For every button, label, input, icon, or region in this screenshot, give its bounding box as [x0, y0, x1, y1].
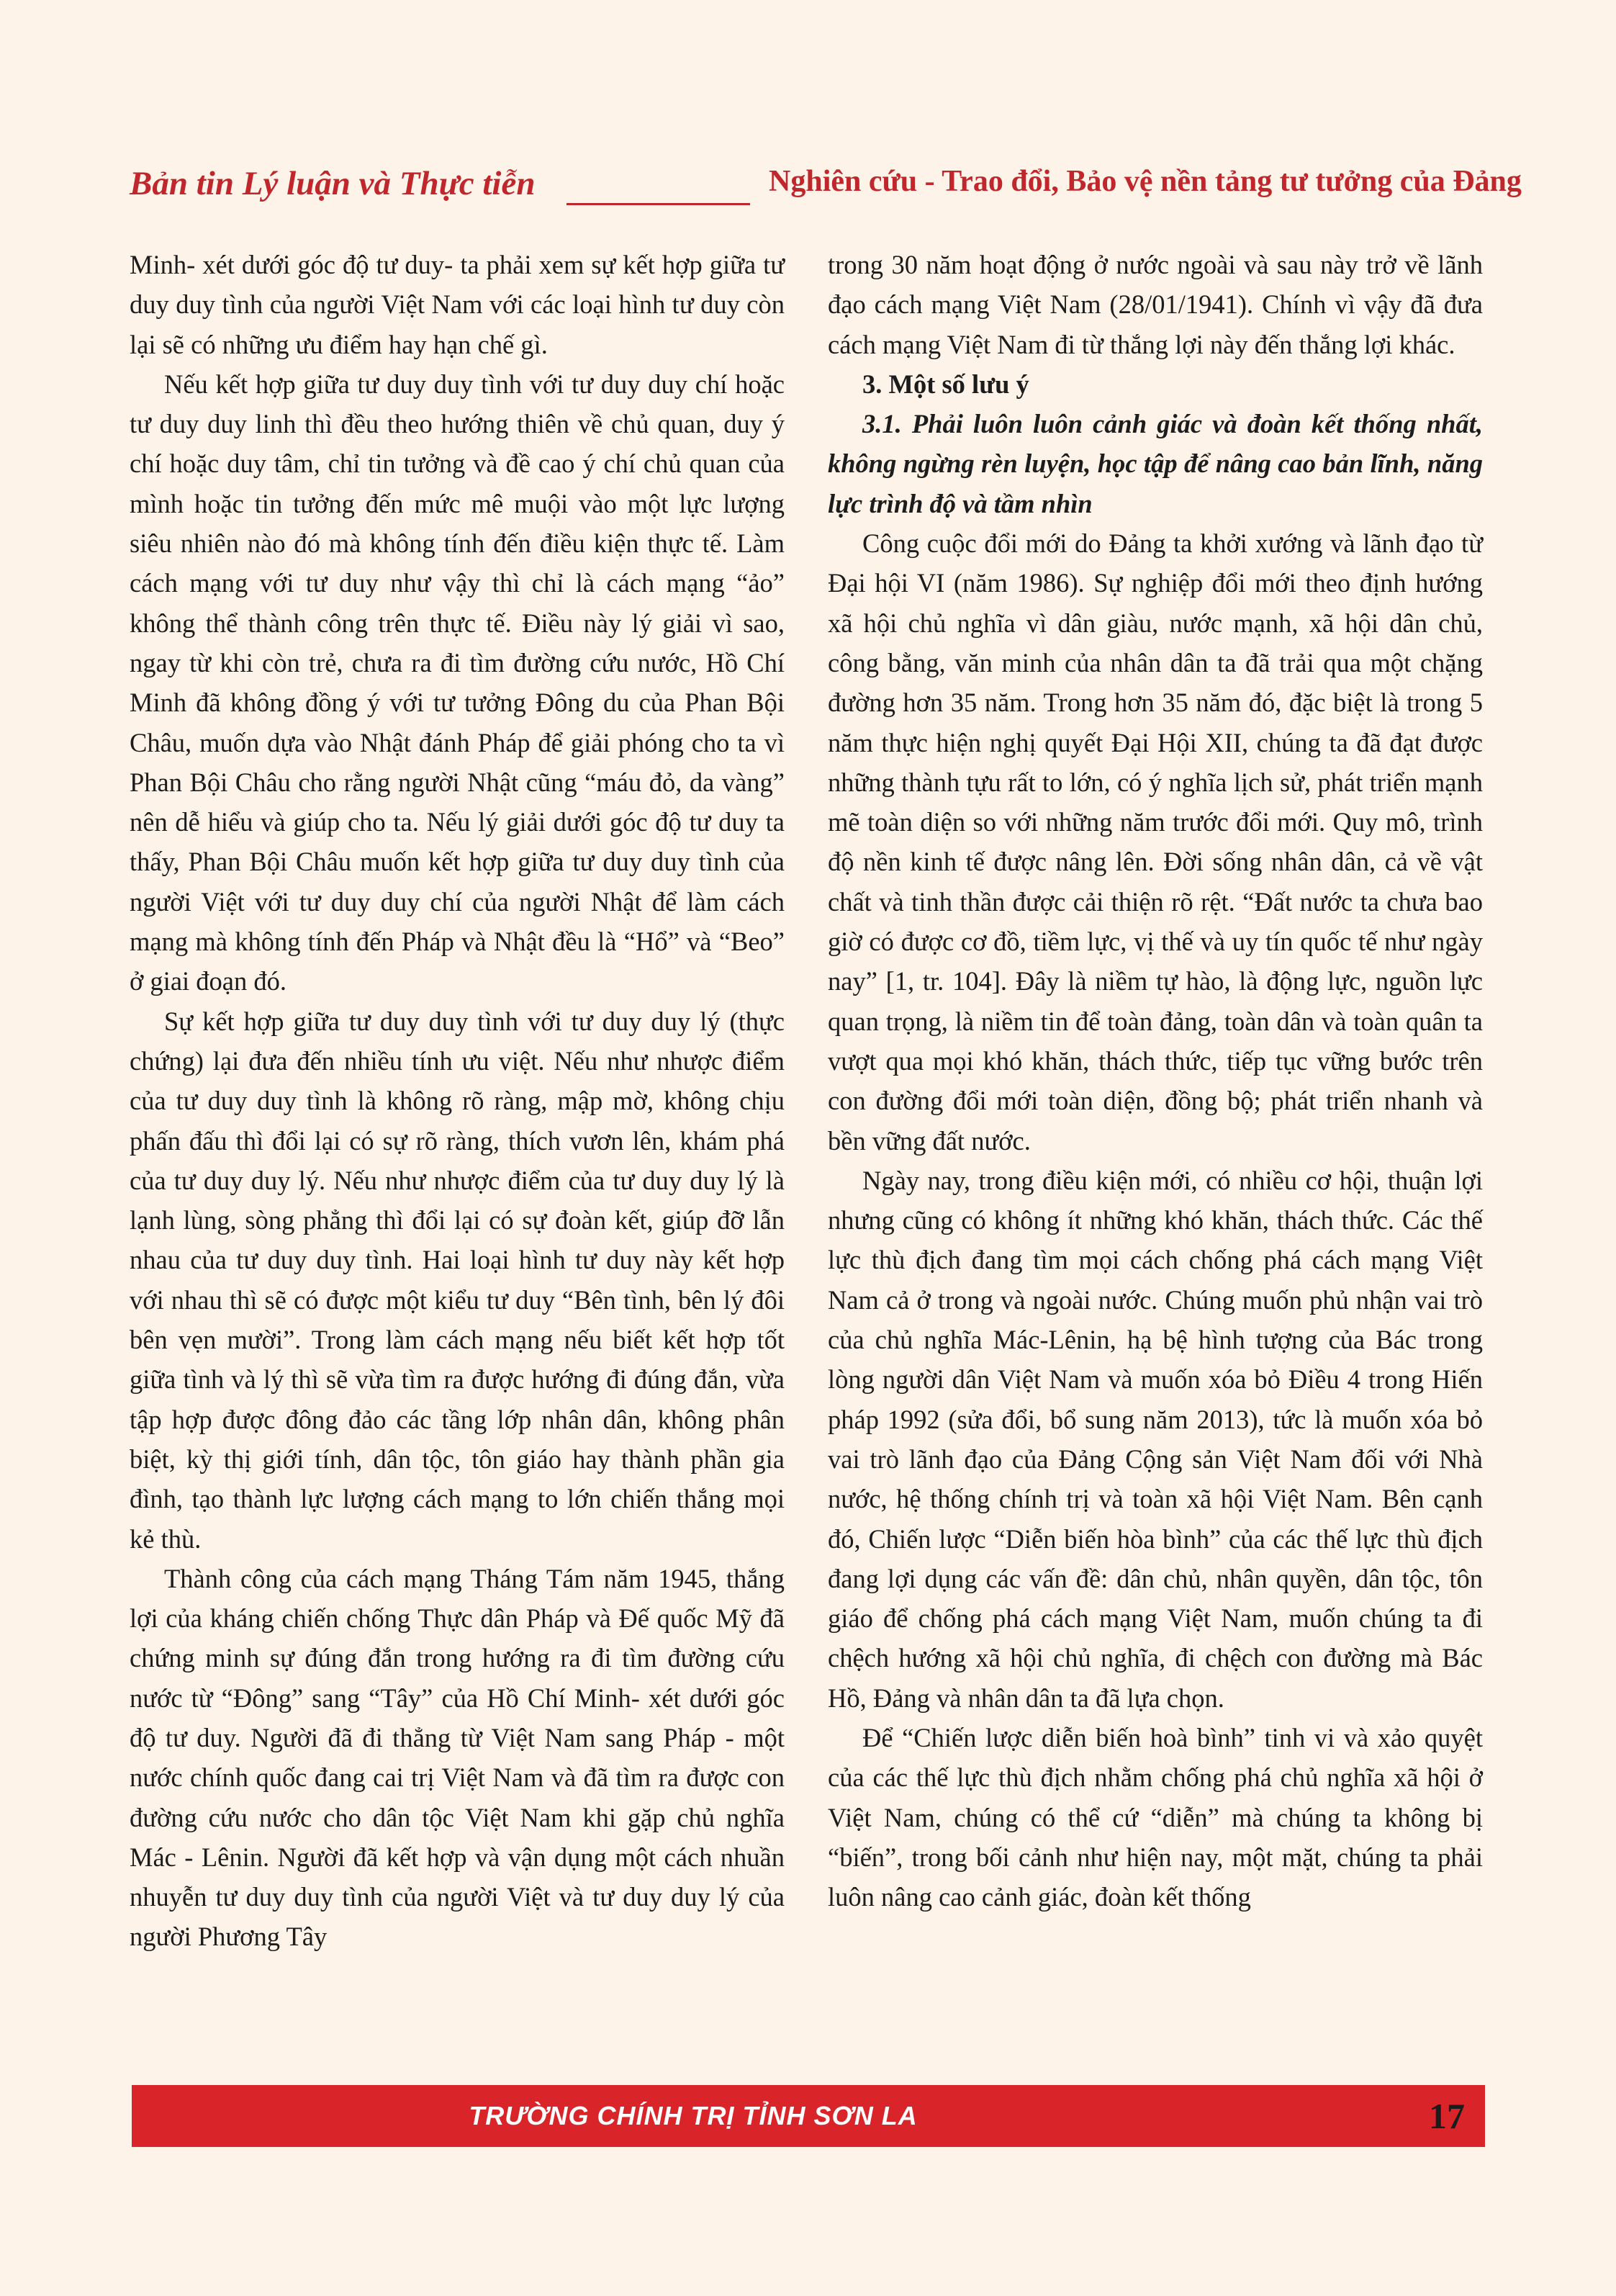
- paragraph: Ngày nay, trong điều kiện mới, có nhiều cơ hội, thuận lợi nhưng cũng có không ít những khó khăn, thách thức. Các thế lực thù địch đang tìm mọi cách chống phá cách mạng Việt Nam cả ở trong và ngoài nước. Chúng muốn phủ nhận vai trò của chủ nghĩa Mác-Lênin, hạ bệ hình tượng của Bác trong lòng người dân Việt Nam và muốn xóa bỏ Điều 4 trong Hiến pháp 1992 (sửa đổi, bổ sung năm 2013), tức là muốn xóa bỏ vai trò lãnh đạo của Đảng Cộng sản Việt Nam đối với Nhà nước, hệ thống chính trị và toàn xã hội Việt Nam. Bên cạnh đó, Chiến lược “Diễn biến hòa bình” của các thế lực thù địch đang lợi dụng các vấn đề: dân chủ, nhân quyền, dân tộc, tôn giáo để chống phá cách mạng Việt Nam, muốn chúng ta đi chệch hướng xã hội chủ nghĩa, đi chệch con đường mà Bác Hồ, Đảng và nhân dân ta đã lựa chọn.: [828, 1165, 1483, 1713]
- footer-bar: [132, 2085, 1485, 2147]
- right-column: [828, 245, 1483, 1917]
- header-rule: [566, 203, 750, 205]
- paragraph: Nếu kết hợp giữa tư duy duy tình với tư duy duy chí hoặc tư duy duy linh thì đều theo hướng thiên về chủ quan, duy ý chí hoặc duy tâm, chỉ tin tưởng và đề cao ý chí chủ quan của mình hoặc tin tưởng đến mức mê muội vào một lực lượng siêu nhiên nào đó mà không tính đến điều kiện thực tế. Làm cách mạng với tư duy như vậy thì chỉ là cách mạng “ảo” không thể thành công trên thực tế. Điều này lý giải vì sao, ngay từ khi còn trẻ, chưa ra đi tìm đường cứu nước, Hồ Chí Minh đã không đồng ý với tư tưởng Đông du của Phan Bội Châu, muốn dựa vào Nhật đánh Pháp để giải phóng cho ta vì Phan Bội Châu cho rằng người Nhật cũng “máu đỏ, da vàng” nên dễ hiểu và giúp cho ta. Nếu lý giải dưới góc độ tư duy ta thấy, Phan Bội Châu muốn kết hợp giữa tư duy duy tình của người Việt với tư duy duy chí của người Nhật để làm cách mạng mà không tính đến Pháp và Nhật đều là “Hổ” và “Beo” ở giai đoạn đó.: [130, 369, 785, 996]
- subsection-heading: 3.1. Phải luôn luôn cảnh giác và đoàn kết thống nhất, không ngừng rèn luyện, học tập để nâng cao bản lĩnh, năng lực trình độ và tầm nhìn: [828, 409, 1483, 518]
- paragraph: Thành công của cách mạng Tháng Tám năm 1945, thắng lợi của kháng chiến chống Thực dân Pháp và Đế quốc Mỹ đã chứng minh sự đúng đắn trong hướng ra đi tìm đường cứu nước từ “Đông” sang “Tây” của Hồ Chí Minh- xét dưới góc độ tư duy. Người đã đi thẳng từ Việt Nam sang Pháp - một nước chính quốc đang cai trị Việt Nam và đã tìm ra được con đường cứu nước cho dân tộc Việt Nam khi gặp chủ nghĩa Mác - Lênin. Người đã kết hợp và vận dụng một cách nhuần nhuyễn tư duy duy tình của người Việt và tư duy duy lý của người Phương Tây: [130, 1563, 785, 1952]
- paragraph: Minh- xét dưới góc độ tư duy- ta phải xem sự kết hợp giữa tư duy duy tình của người Việt Nam với các loại hình tư duy còn lại sẽ có những ưu điểm hay hạn chế gì.: [130, 250, 785, 359]
- footer-institution: TRƯỜNG CHÍNH TRỊ TỈNH SƠN LA: [469, 2101, 918, 2130]
- paragraph: trong 30 năm hoạt động ở nước ngoài và sau này trở về lãnh đạo cách mạng Việt Nam (28/01/1941). Chính vì vậy đã đưa cách mạng Việt Nam đi từ thắng lợi này đến thắng lợi khác.: [828, 250, 1483, 359]
- bulletin-title: Bản tin Lý luận và Thực tiễn: [130, 165, 536, 202]
- page-number: 17: [1429, 2096, 1465, 2136]
- section-title: Nghiên cứu - Trao đổi, Bảo vệ nền tảng tư tưởng của Đảng: [769, 165, 1522, 198]
- paragraph: Công cuộc đổi mới do Đảng ta khởi xướng và lãnh đạo từ Đại hội VI (năm 1986). Sự nghiệp đổi mới theo định hướng xã hội chủ nghĩa vì dân giàu, nước mạnh, xã hội dân chủ, công bằng, văn minh của nhân dân ta đã trải qua một chặng đường hơn 35 năm. Trong hơn 35 năm đó, đặc biệt là trong 5 năm thực hiện nghị quyết Đại Hội XII, chúng ta đã đạt được những thành tựu rất to lớn, có ý nghĩa lịch sử, phát triển mạnh mẽ toàn diện so với những năm trước đổi mới. Quy mô, trình độ nền kinh tế được nâng lên. Đời sống nhân dân, cả về vật chất và tinh thần được cải thiện rõ rệt. “Đất nước ta chưa bao giờ có được cơ đồ, tiềm lực, vị thế và uy tín quốc tế như ngày nay” [1, tr. 104]. Đây là niềm tự hào, là động lực, nguồn lực quan trọng, là niềm tin để toàn đảng, toàn dân và toàn quân ta vượt qua mọi khó khăn, thách thức, tiếp tục vững bước trên con đường đổi mới toàn diện, đồng bộ; phát triển nhanh và bền vững đất nước.: [828, 528, 1483, 1156]
- left-column: [130, 245, 785, 1957]
- paragraph: Sự kết hợp giữa tư duy duy tình với tư duy duy lý (thực chứng) lại đưa đến nhiều tính ưu việt. Nếu như nhược điểm của tư duy duy tình là không rõ ràng, mập mờ, không chịu phấn đấu thì đổi lại có sự rõ ràng, thích vươn lên, khám phá của tư duy duy lý. Nếu như nhược điểm của tư duy duy lý là lạnh lùng, sòng phẳng thì đổi lại có sự đoàn kết, giúp đỡ lẫn nhau của tư duy duy tình. Hai loại hình tư duy này kết hợp với nhau thì sẽ có được một kiểu tư duy “Bên tình, bên lý đôi bên vẹn mười”. Trong làm cách mạng nếu biết kết hợp tốt giữa tình và lý thì sẽ vừa tìm ra được hướng đi đúng đắn, vừa tập hợp được đông đảo các tầng lớp nhân dân, không phân biệt, kỳ thị giới tính, dân tộc, tôn giáo hay thành phần gia đình, tạo thành lực lượng cách mạng to lớn chiến thắng mọi kẻ thù.: [130, 1006, 785, 1554]
- paragraph: Để “Chiến lược diễn biến hoà bình” tinh vi và xảo quyệt của các thế lực thù địch nhằm chống phá chủ nghĩa xã hội ở Việt Nam, chúng có thể cứ “diễn” mà chúng ta không bị “biến”, trong bối cảnh như hiện nay, một mặt, chúng ta phải luôn nâng cao cảnh giác, đoàn kết thống: [828, 1722, 1483, 1912]
- section-heading: 3. Một số lưu ý: [862, 369, 1029, 399]
